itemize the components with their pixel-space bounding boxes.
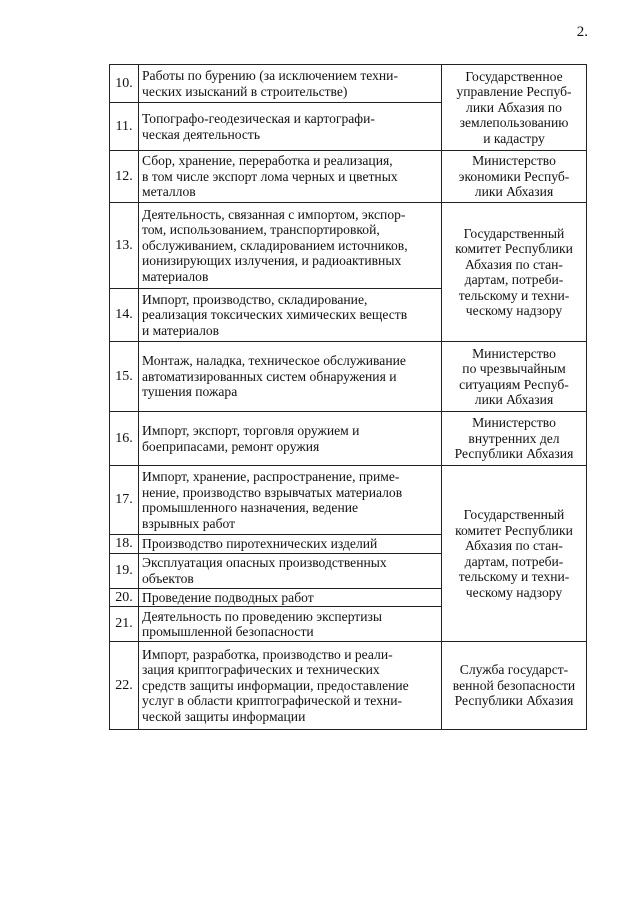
authority-emergency: Министерство по чрезвычайным ситуациям Респуб- лики Абхазия	[442, 342, 587, 412]
activity-cell: Сбор, хранение, переработка и реализация, в том числе экспорт лома черных и цветных металлов	[139, 151, 442, 203]
activity-cell: Работы по бурению (за исключением техни- ческих изысканий в строительстве)	[139, 65, 442, 103]
activity-cell: Импорт, производство, складирование, реализация токсических химических веществ и материалов	[139, 289, 442, 342]
row-number: 21.	[110, 607, 139, 642]
activity-cell: Проведение подводных работ	[139, 588, 442, 607]
row-number: 16.	[110, 412, 139, 466]
table-row	[110, 642, 587, 730]
row-number: 10.	[110, 65, 139, 103]
row-number: 13.	[110, 203, 139, 289]
row-number: 18.	[110, 535, 139, 554]
row-number: 11.	[110, 103, 139, 151]
row-number: 22.	[110, 642, 139, 730]
activity-cell: Импорт, экспорт, торговля оружием и боеприпасами, ремонт оружия	[139, 412, 442, 466]
activity-cell: Производство пиротехнических изделий	[139, 535, 442, 554]
row-number: 19.	[110, 553, 139, 588]
table-row	[110, 151, 587, 203]
activity-cell: Импорт, разработка, производство и реали- зация криптографических и технических средств защиты информации, предоставление услуг в области криптографической и техни- ческой защиты информации	[139, 642, 442, 730]
authority-economy: Министерство экономики Респуб- лики Абхазия	[442, 151, 587, 203]
row-number: 20.	[110, 588, 139, 607]
page-number: 2.	[576, 24, 588, 40]
table-row	[110, 466, 587, 535]
table-row	[110, 203, 587, 289]
row-number: 12.	[110, 151, 139, 203]
activity-cell: Эксплуатация опасных производственных объектов	[139, 553, 442, 588]
authority-standards-b: Государственный комитет Республики Абхазия по стан- дартам, потреби- тельскому и техни- ческому надзору	[442, 466, 587, 642]
activity-cell: Топографо-геодезическая и картографи- ческая деятельность	[139, 103, 442, 151]
activity-cell: Деятельность, связанная с импортом, экспор- том, использованием, транспортировкой, обслуживанием, складированием источников, ионизирующих излучения, и радиоактивных материалов	[139, 203, 442, 289]
authority-security: Служба государст- венной безопасности Республики Абхазия	[442, 642, 587, 730]
activity-cell: Импорт, хранение, распространение, приме- нение, производство взрывчатых материалов промышленного назначения, ведение взрывных работ	[139, 466, 442, 535]
row-number: 15.	[110, 342, 139, 412]
row-number: 17.	[110, 466, 139, 535]
table-row	[110, 65, 587, 103]
row-number: 14.	[110, 289, 139, 342]
authority-interior: Министерство внутренних дел Республики Абхазия	[442, 412, 587, 466]
table-row	[110, 412, 587, 466]
activity-cell: Монтаж, наладка, техническое обслуживание автоматизированных систем обнаружения и тушения пожара	[139, 342, 442, 412]
authority-standards-a: Государственный комитет Республики Абхазия по стан- дартам, потреби- тельскому и техни- ческому надзору	[442, 203, 587, 342]
activity-cell: Деятельность по проведению экспертизы промышленной безопасности	[139, 607, 442, 642]
table-row	[110, 342, 587, 412]
authority-land: Государственное управление Респуб- лики Абхазия по землепользованию и кадастру	[442, 65, 587, 151]
licensing-table	[109, 64, 587, 730]
